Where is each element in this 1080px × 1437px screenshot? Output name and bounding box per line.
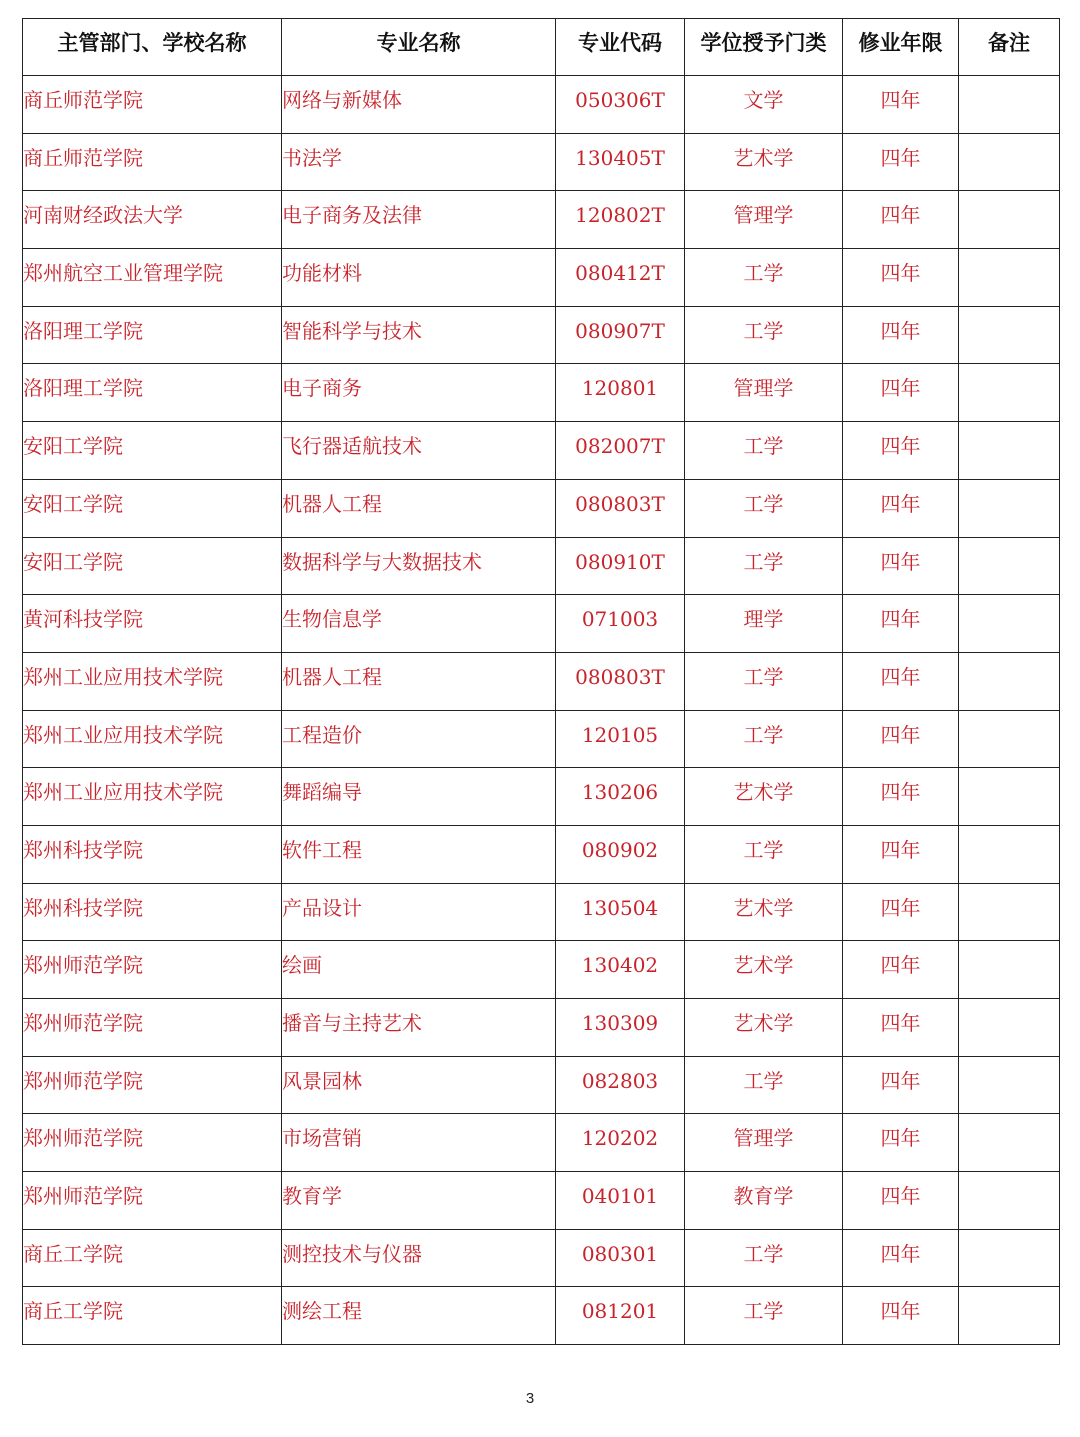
table-row (23, 306, 1060, 364)
school-name-cell: 郑州师范学院 (23, 1056, 282, 1114)
school-name-cell: 商丘师范学院 (23, 133, 282, 191)
table-row (23, 191, 1060, 249)
header-major: 专业名称 (282, 19, 556, 76)
study-years-cell: 四年 (843, 133, 959, 191)
table-row (23, 249, 1060, 307)
degree-category-cell: 工学 (685, 249, 843, 307)
note-cell (959, 1287, 1060, 1345)
degree-category-cell: 文学 (685, 76, 843, 134)
major-code-cell: 080902 (556, 825, 685, 883)
degree-category-cell: 工学 (685, 652, 843, 710)
table-row (23, 1287, 1060, 1345)
note-cell (959, 249, 1060, 307)
degree-category-cell: 工学 (685, 422, 843, 480)
study-years-cell: 四年 (843, 249, 959, 307)
degree-category-cell: 工学 (685, 710, 843, 768)
major-code-cell: 130405T (556, 133, 685, 191)
major-code-cell: 081201 (556, 1287, 685, 1345)
major-name-cell: 功能材料 (282, 249, 556, 307)
table-row (23, 768, 1060, 826)
degree-category-cell: 教育学 (685, 1172, 843, 1230)
study-years-cell: 四年 (843, 1114, 959, 1172)
degree-category-cell: 工学 (685, 1287, 843, 1345)
table-row (23, 825, 1060, 883)
table-row (23, 1114, 1060, 1172)
school-name-cell: 郑州航空工业管理学院 (23, 249, 282, 307)
table-row (23, 1229, 1060, 1287)
major-name-cell: 生物信息学 (282, 595, 556, 653)
note-cell (959, 1172, 1060, 1230)
degree-category-cell: 工学 (685, 825, 843, 883)
degree-category-cell: 管理学 (685, 364, 843, 422)
major-code-cell: 080910T (556, 537, 685, 595)
major-code-cell: 120202 (556, 1114, 685, 1172)
note-cell (959, 76, 1060, 134)
school-name-cell: 安阳工学院 (23, 422, 282, 480)
study-years-cell: 四年 (843, 883, 959, 941)
header-degree: 学位授予门类 (685, 19, 843, 76)
table-header (23, 19, 1060, 76)
degree-category-cell: 工学 (685, 1056, 843, 1114)
major-code-cell: 130504 (556, 883, 685, 941)
note-cell (959, 1056, 1060, 1114)
table-row (23, 76, 1060, 134)
school-name-cell: 河南财经政法大学 (23, 191, 282, 249)
school-name-cell: 郑州师范学院 (23, 1114, 282, 1172)
note-cell (959, 825, 1060, 883)
major-name-cell: 测绘工程 (282, 1287, 556, 1345)
study-years-cell: 四年 (843, 422, 959, 480)
header-school: 主管部门、学校名称 (23, 19, 282, 76)
school-name-cell: 洛阳理工学院 (23, 364, 282, 422)
major-name-cell: 绘画 (282, 941, 556, 999)
table-row (23, 595, 1060, 653)
study-years-cell: 四年 (843, 652, 959, 710)
note-cell (959, 595, 1060, 653)
major-name-cell: 软件工程 (282, 825, 556, 883)
note-cell (959, 999, 1060, 1057)
table-row (23, 479, 1060, 537)
header-code: 专业代码 (556, 19, 685, 76)
note-cell (959, 1114, 1060, 1172)
school-name-cell: 郑州工业应用技术学院 (23, 710, 282, 768)
note-cell (959, 883, 1060, 941)
study-years-cell: 四年 (843, 1056, 959, 1114)
major-name-cell: 智能科学与技术 (282, 306, 556, 364)
study-years-cell: 四年 (843, 1287, 959, 1345)
major-name-cell: 市场营销 (282, 1114, 556, 1172)
table-row (23, 422, 1060, 480)
table-row (23, 537, 1060, 595)
major-code-cell: 130309 (556, 999, 685, 1057)
study-years-cell: 四年 (843, 191, 959, 249)
major-code-cell: 080803T (556, 479, 685, 537)
study-years-cell: 四年 (843, 941, 959, 999)
header-years: 修业年限 (843, 19, 959, 76)
major-name-cell: 电子商务 (282, 364, 556, 422)
study-years-cell: 四年 (843, 479, 959, 537)
major-code-cell: 080412T (556, 249, 685, 307)
study-years-cell: 四年 (843, 825, 959, 883)
table-row (23, 999, 1060, 1057)
header-note: 备注 (959, 19, 1060, 76)
school-name-cell: 郑州工业应用技术学院 (23, 652, 282, 710)
degree-category-cell: 工学 (685, 1229, 843, 1287)
table-row (23, 941, 1060, 999)
note-cell (959, 364, 1060, 422)
header-row (23, 19, 1060, 76)
degree-category-cell: 工学 (685, 479, 843, 537)
degree-category-cell: 理学 (685, 595, 843, 653)
table-row (23, 883, 1060, 941)
study-years-cell: 四年 (843, 595, 959, 653)
school-name-cell: 洛阳理工学院 (23, 306, 282, 364)
major-code-cell: 082803 (556, 1056, 685, 1114)
school-name-cell: 郑州科技学院 (23, 825, 282, 883)
note-cell (959, 422, 1060, 480)
major-name-cell: 数据科学与大数据技术 (282, 537, 556, 595)
degree-category-cell: 艺术学 (685, 768, 843, 826)
school-name-cell: 商丘工学院 (23, 1229, 282, 1287)
school-name-cell: 郑州师范学院 (23, 999, 282, 1057)
degree-category-cell: 工学 (685, 537, 843, 595)
degree-category-cell: 艺术学 (685, 883, 843, 941)
major-name-cell: 风景园林 (282, 1056, 556, 1114)
major-name-cell: 产品设计 (282, 883, 556, 941)
major-code-cell: 040101 (556, 1172, 685, 1230)
study-years-cell: 四年 (843, 768, 959, 826)
degree-category-cell: 艺术学 (685, 999, 843, 1057)
major-name-cell: 测控技术与仪器 (282, 1229, 556, 1287)
school-name-cell: 商丘工学院 (23, 1287, 282, 1345)
major-name-cell: 飞行器适航技术 (282, 422, 556, 480)
major-name-cell: 网络与新媒体 (282, 76, 556, 134)
study-years-cell: 四年 (843, 306, 959, 364)
table-row (23, 133, 1060, 191)
study-years-cell: 四年 (843, 999, 959, 1057)
major-code-cell: 120802T (556, 191, 685, 249)
major-code-cell: 050306T (556, 76, 685, 134)
major-code-cell: 082007T (556, 422, 685, 480)
school-name-cell: 郑州科技学院 (23, 883, 282, 941)
major-code-cell: 130206 (556, 768, 685, 826)
note-cell (959, 941, 1060, 999)
major-name-cell: 机器人工程 (282, 652, 556, 710)
major-name-cell: 播音与主持艺术 (282, 999, 556, 1057)
note-cell (959, 306, 1060, 364)
major-name-cell: 电子商务及法律 (282, 191, 556, 249)
table-body (23, 76, 1060, 1345)
note-cell (959, 537, 1060, 595)
school-name-cell: 郑州工业应用技术学院 (23, 768, 282, 826)
school-name-cell: 安阳工学院 (23, 479, 282, 537)
degree-category-cell: 管理学 (685, 1114, 843, 1172)
degree-category-cell: 艺术学 (685, 133, 843, 191)
note-cell (959, 191, 1060, 249)
major-code-cell: 120801 (556, 364, 685, 422)
note-cell (959, 133, 1060, 191)
major-code-cell: 080907T (556, 306, 685, 364)
study-years-cell: 四年 (843, 76, 959, 134)
study-years-cell: 四年 (843, 1229, 959, 1287)
table-row (23, 652, 1060, 710)
major-code-cell: 120105 (556, 710, 685, 768)
major-name-cell: 书法学 (282, 133, 556, 191)
note-cell (959, 652, 1060, 710)
major-name-cell: 教育学 (282, 1172, 556, 1230)
note-cell (959, 768, 1060, 826)
major-code-cell: 071003 (556, 595, 685, 653)
note-cell (959, 479, 1060, 537)
table-row (23, 364, 1060, 422)
major-name-cell: 舞蹈编导 (282, 768, 556, 826)
major-code-cell: 080301 (556, 1229, 685, 1287)
table-row (23, 1056, 1060, 1114)
table-row (23, 1172, 1060, 1230)
study-years-cell: 四年 (843, 1172, 959, 1230)
page-number: 3 (525, 1390, 535, 1407)
note-cell (959, 1229, 1060, 1287)
majors-table (22, 18, 1060, 1345)
school-name-cell: 郑州师范学院 (23, 941, 282, 999)
table-row (23, 710, 1060, 768)
major-name-cell: 工程造价 (282, 710, 556, 768)
school-name-cell: 商丘师范学院 (23, 76, 282, 134)
major-code-cell: 130402 (556, 941, 685, 999)
study-years-cell: 四年 (843, 537, 959, 595)
school-name-cell: 安阳工学院 (23, 537, 282, 595)
degree-category-cell: 艺术学 (685, 941, 843, 999)
school-name-cell: 黄河科技学院 (23, 595, 282, 653)
degree-category-cell: 管理学 (685, 191, 843, 249)
study-years-cell: 四年 (843, 364, 959, 422)
major-name-cell: 机器人工程 (282, 479, 556, 537)
degree-category-cell: 工学 (685, 306, 843, 364)
major-code-cell: 080803T (556, 652, 685, 710)
study-years-cell: 四年 (843, 710, 959, 768)
school-name-cell: 郑州师范学院 (23, 1172, 282, 1230)
note-cell (959, 710, 1060, 768)
